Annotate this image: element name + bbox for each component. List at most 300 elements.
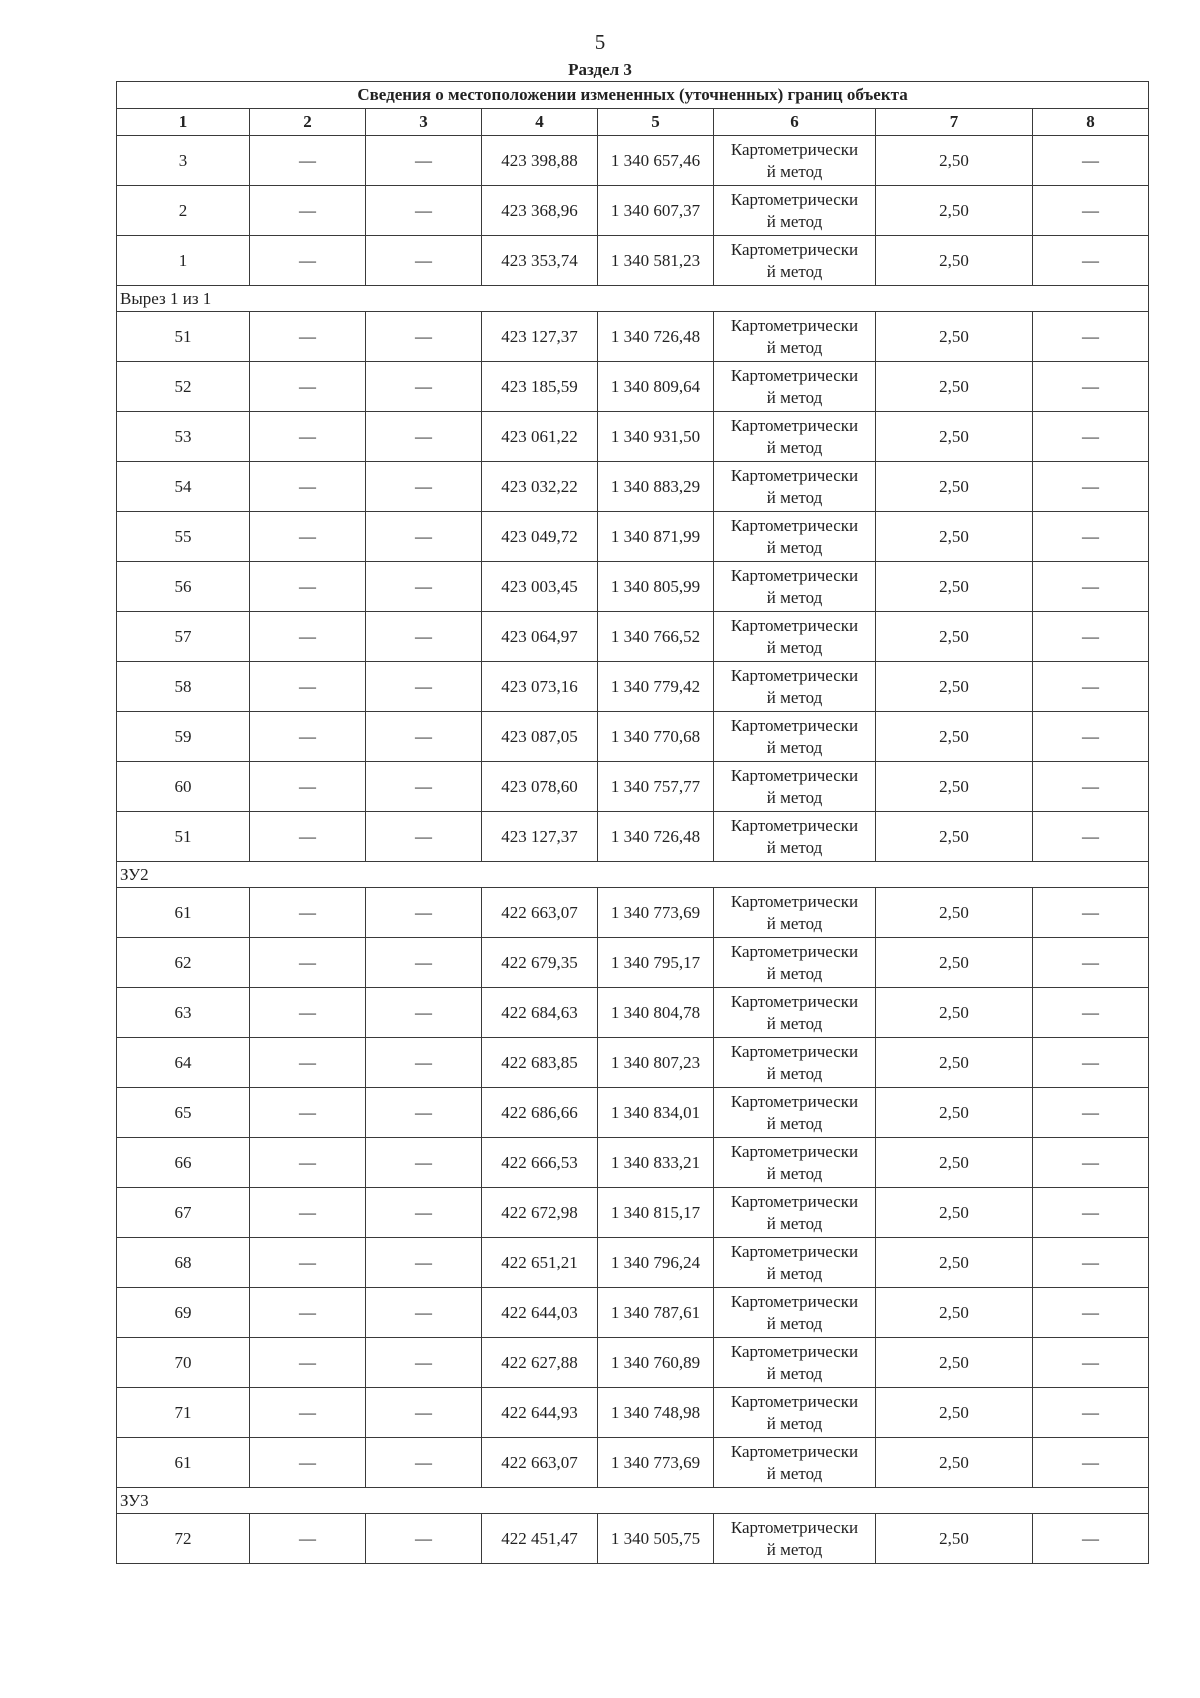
point-number-cell: 52 <box>117 362 250 412</box>
y-coordinate-cell: 1 340 748,98 <box>598 1388 714 1438</box>
y-coordinate-cell: 1 340 773,69 <box>598 888 714 938</box>
table-row <box>117 512 1149 562</box>
column-8-cell: — <box>1033 1338 1149 1388</box>
column-3-cell: — <box>366 1388 482 1438</box>
table-row <box>117 612 1149 662</box>
method-text-line: й метод <box>766 637 823 657</box>
x-coordinate-cell: 423 032,22 <box>482 462 598 512</box>
method-cell <box>714 312 876 362</box>
method-cell <box>714 362 876 412</box>
column-3-cell: — <box>366 462 482 512</box>
point-number-cell: 60 <box>117 762 250 812</box>
column-header-8: 8 <box>1033 109 1149 136</box>
x-coordinate-cell: 422 686,66 <box>482 1088 598 1138</box>
column-2-cell: — <box>250 562 366 612</box>
point-number-cell: 58 <box>117 662 250 712</box>
column-3-cell: — <box>366 1088 482 1138</box>
method-text-line: й метод <box>766 587 823 607</box>
point-number-cell: 51 <box>117 812 250 862</box>
table-caption: Сведения о местоположении измененных (уточненных) границ объекта <box>117 82 1149 109</box>
accuracy-cell: 2,50 <box>876 612 1033 662</box>
method-cell <box>714 662 876 712</box>
column-header-3: 3 <box>366 109 482 136</box>
method-cell <box>714 1188 876 1238</box>
table-row <box>117 988 1149 1038</box>
x-coordinate-cell: 422 683,85 <box>482 1038 598 1088</box>
group-label: Вырез 1 из 1 <box>117 286 1149 312</box>
accuracy-cell: 2,50 <box>876 1138 1033 1188</box>
x-coordinate-cell: 423 185,59 <box>482 362 598 412</box>
table-row <box>117 1388 1149 1438</box>
column-3-cell: — <box>366 1188 482 1238</box>
accuracy-cell: 2,50 <box>876 562 1033 612</box>
column-2-cell: — <box>250 988 366 1038</box>
point-number-cell: 61 <box>117 1438 250 1488</box>
column-3-cell: — <box>366 938 482 988</box>
y-coordinate-cell: 1 340 795,17 <box>598 938 714 988</box>
method-text-line: й метод <box>766 1539 823 1559</box>
y-coordinate-cell: 1 340 834,01 <box>598 1088 714 1138</box>
column-8-cell: — <box>1033 612 1149 662</box>
accuracy-cell: 2,50 <box>876 812 1033 862</box>
y-coordinate-cell: 1 340 796,24 <box>598 1238 714 1288</box>
column-2-cell: — <box>250 1338 366 1388</box>
group-label: ЗУ3 <box>117 1488 1149 1514</box>
y-coordinate-cell: 1 340 883,29 <box>598 462 714 512</box>
point-number-cell: 2 <box>117 186 250 236</box>
method-text-line: Картометрически <box>730 315 859 335</box>
method-cell <box>714 712 876 762</box>
point-number-cell: 71 <box>117 1388 250 1438</box>
point-number-cell: 64 <box>117 1038 250 1088</box>
method-text-line: й метод <box>766 211 823 231</box>
point-number-cell: 72 <box>117 1514 250 1564</box>
y-coordinate-cell: 1 340 809,64 <box>598 362 714 412</box>
method-text-line: Картометрически <box>730 1517 859 1537</box>
point-number-cell: 57 <box>117 612 250 662</box>
y-coordinate-cell: 1 340 505,75 <box>598 1514 714 1564</box>
y-coordinate-cell: 1 340 657,46 <box>598 136 714 186</box>
column-8-cell: — <box>1033 1088 1149 1138</box>
column-8-cell: — <box>1033 1138 1149 1188</box>
method-cell <box>714 562 876 612</box>
table-row <box>117 362 1149 412</box>
column-2-cell: — <box>250 412 366 462</box>
column-2-cell: — <box>250 312 366 362</box>
column-2-cell: — <box>250 812 366 862</box>
point-number-cell: 51 <box>117 312 250 362</box>
method-text-line: Картометрически <box>730 365 859 385</box>
method-cell <box>714 762 876 812</box>
accuracy-cell: 2,50 <box>876 1238 1033 1288</box>
accuracy-cell: 2,50 <box>876 1438 1033 1488</box>
column-3-cell: — <box>366 762 482 812</box>
column-header-2: 2 <box>250 109 366 136</box>
method-text-line: Картометрически <box>730 715 859 735</box>
column-2-cell: — <box>250 888 366 938</box>
column-8-cell: — <box>1033 1238 1149 1288</box>
y-coordinate-cell: 1 340 931,50 <box>598 412 714 462</box>
x-coordinate-cell: 422 684,63 <box>482 988 598 1038</box>
method-text-line: Картометрически <box>730 941 859 961</box>
x-coordinate-cell: 423 049,72 <box>482 512 598 562</box>
table-caption-row <box>117 82 1149 109</box>
point-number-cell: 1 <box>117 236 250 286</box>
point-number-cell: 54 <box>117 462 250 512</box>
column-header-5: 5 <box>598 109 714 136</box>
column-2-cell: — <box>250 1514 366 1564</box>
accuracy-cell: 2,50 <box>876 1388 1033 1438</box>
method-text-line: Картометрически <box>730 1091 859 1111</box>
y-coordinate-cell: 1 340 807,23 <box>598 1038 714 1088</box>
column-header-7: 7 <box>876 109 1033 136</box>
column-8-cell: — <box>1033 186 1149 236</box>
accuracy-cell: 2,50 <box>876 988 1033 1038</box>
accuracy-cell: 2,50 <box>876 186 1033 236</box>
method-cell <box>714 1338 876 1388</box>
method-text-line: й метод <box>766 437 823 457</box>
x-coordinate-cell: 423 127,37 <box>482 812 598 862</box>
method-cell <box>714 462 876 512</box>
method-text-line: Картометрически <box>730 665 859 685</box>
method-text-line: Картометрически <box>730 239 859 259</box>
method-cell <box>714 1088 876 1138</box>
column-2-cell: — <box>250 462 366 512</box>
column-3-cell: — <box>366 1438 482 1488</box>
method-text-line: Картометрически <box>730 1441 859 1461</box>
method-text-line: Картометрически <box>730 891 859 911</box>
table-row <box>117 312 1149 362</box>
method-text-line: Картометрически <box>730 1291 859 1311</box>
column-3-cell: — <box>366 562 482 612</box>
column-header-4: 4 <box>482 109 598 136</box>
column-8-cell: — <box>1033 812 1149 862</box>
column-8-cell: — <box>1033 362 1149 412</box>
x-coordinate-cell: 422 672,98 <box>482 1188 598 1238</box>
accuracy-cell: 2,50 <box>876 362 1033 412</box>
column-3-cell: — <box>366 1138 482 1188</box>
x-coordinate-cell: 423 078,60 <box>482 762 598 812</box>
coordinates-table <box>116 81 1149 1564</box>
method-text-line: й метод <box>766 387 823 407</box>
accuracy-cell: 2,50 <box>876 462 1033 512</box>
method-cell <box>714 412 876 462</box>
column-8-cell: — <box>1033 1388 1149 1438</box>
method-text-line: Картометрически <box>730 1391 859 1411</box>
column-2-cell: — <box>250 1238 366 1288</box>
method-text-line: й метод <box>766 487 823 507</box>
table-row <box>117 236 1149 286</box>
method-text-line: й метод <box>766 1463 823 1483</box>
accuracy-cell: 2,50 <box>876 1514 1033 1564</box>
x-coordinate-cell: 423 127,37 <box>482 312 598 362</box>
point-number-cell: 65 <box>117 1088 250 1138</box>
column-header-row <box>117 109 1149 136</box>
method-text-line: Картометрически <box>730 1241 859 1261</box>
column-8-cell: — <box>1033 1514 1149 1564</box>
table-row <box>117 1288 1149 1338</box>
method-text-line: й метод <box>766 687 823 707</box>
point-number-cell: 67 <box>117 1188 250 1238</box>
column-2-cell: — <box>250 612 366 662</box>
method-text-line: Картометрически <box>730 1191 859 1211</box>
x-coordinate-cell: 422 679,35 <box>482 938 598 988</box>
point-number-cell: 63 <box>117 988 250 1038</box>
point-number-cell: 59 <box>117 712 250 762</box>
method-cell <box>714 888 876 938</box>
accuracy-cell: 2,50 <box>876 938 1033 988</box>
method-text-line: Картометрически <box>730 1141 859 1161</box>
column-8-cell: — <box>1033 1188 1149 1238</box>
table-row <box>117 1088 1149 1138</box>
x-coordinate-cell: 423 368,96 <box>482 186 598 236</box>
method-text-line: Картометрически <box>730 765 859 785</box>
y-coordinate-cell: 1 340 726,48 <box>598 312 714 362</box>
accuracy-cell: 2,50 <box>876 312 1033 362</box>
column-2-cell: — <box>250 1388 366 1438</box>
column-2-cell: — <box>250 938 366 988</box>
method-text-line: й метод <box>766 1113 823 1133</box>
column-2-cell: — <box>250 236 366 286</box>
accuracy-cell: 2,50 <box>876 512 1033 562</box>
column-header-6: 6 <box>714 109 876 136</box>
column-8-cell: — <box>1033 662 1149 712</box>
point-number-cell: 56 <box>117 562 250 612</box>
method-text-line: Картометрически <box>730 615 859 635</box>
column-8-cell: — <box>1033 312 1149 362</box>
x-coordinate-cell: 423 064,97 <box>482 612 598 662</box>
column-2-cell: — <box>250 136 366 186</box>
column-8-cell: — <box>1033 462 1149 512</box>
y-coordinate-cell: 1 340 760,89 <box>598 1338 714 1388</box>
column-3-cell: — <box>366 1288 482 1338</box>
method-text-line: Картометрически <box>730 139 859 159</box>
y-coordinate-cell: 1 340 757,77 <box>598 762 714 812</box>
y-coordinate-cell: 1 340 871,99 <box>598 512 714 562</box>
method-cell <box>714 236 876 286</box>
table-row <box>117 938 1149 988</box>
table-row <box>117 888 1149 938</box>
table-row <box>117 762 1149 812</box>
column-2-cell: — <box>250 362 366 412</box>
x-coordinate-cell: 423 087,05 <box>482 712 598 762</box>
column-header-1: 1 <box>117 109 250 136</box>
y-coordinate-cell: 1 340 787,61 <box>598 1288 714 1338</box>
group-label: ЗУ2 <box>117 862 1149 888</box>
method-text-line: й метод <box>766 337 823 357</box>
column-2-cell: — <box>250 186 366 236</box>
method-cell <box>714 186 876 236</box>
method-text-line: Картометрически <box>730 991 859 1011</box>
method-cell <box>714 1138 876 1188</box>
column-3-cell: — <box>366 988 482 1038</box>
method-text-line: й метод <box>766 537 823 557</box>
accuracy-cell: 2,50 <box>876 1288 1033 1338</box>
column-8-cell: — <box>1033 938 1149 988</box>
accuracy-cell: 2,50 <box>876 236 1033 286</box>
column-8-cell: — <box>1033 712 1149 762</box>
y-coordinate-cell: 1 340 726,48 <box>598 812 714 862</box>
point-number-cell: 70 <box>117 1338 250 1388</box>
y-coordinate-cell: 1 340 779,42 <box>598 662 714 712</box>
method-text-line: й метод <box>766 913 823 933</box>
page-number: 5 <box>594 30 606 54</box>
x-coordinate-cell: 422 663,07 <box>482 1438 598 1488</box>
method-cell <box>714 1438 876 1488</box>
method-text-line: й метод <box>766 963 823 983</box>
x-coordinate-cell: 423 398,88 <box>482 136 598 186</box>
column-8-cell: — <box>1033 236 1149 286</box>
point-number-cell: 69 <box>117 1288 250 1338</box>
point-number-cell: 53 <box>117 412 250 462</box>
column-2-cell: — <box>250 712 366 762</box>
method-cell <box>714 988 876 1038</box>
accuracy-cell: 2,50 <box>876 136 1033 186</box>
accuracy-cell: 2,50 <box>876 1038 1033 1088</box>
y-coordinate-cell: 1 340 607,37 <box>598 186 714 236</box>
method-text-line: й метод <box>766 1263 823 1283</box>
method-text-line: й метод <box>766 1063 823 1083</box>
method-text-line: Картометрически <box>730 415 859 435</box>
point-number-cell: 66 <box>117 1138 250 1188</box>
y-coordinate-cell: 1 340 773,69 <box>598 1438 714 1488</box>
y-coordinate-cell: 1 340 581,23 <box>598 236 714 286</box>
column-3-cell: — <box>366 812 482 862</box>
method-cell <box>714 812 876 862</box>
method-cell <box>714 1238 876 1288</box>
accuracy-cell: 2,50 <box>876 762 1033 812</box>
method-cell <box>714 1288 876 1338</box>
column-2-cell: — <box>250 1138 366 1188</box>
accuracy-cell: 2,50 <box>876 1338 1033 1388</box>
column-8-cell: — <box>1033 988 1149 1038</box>
method-text-line: й метод <box>766 161 823 181</box>
table-row <box>117 562 1149 612</box>
column-2-cell: — <box>250 762 366 812</box>
method-text-line: й метод <box>766 787 823 807</box>
table-row <box>117 1138 1149 1188</box>
method-cell <box>714 136 876 186</box>
accuracy-cell: 2,50 <box>876 1088 1033 1138</box>
x-coordinate-cell: 422 663,07 <box>482 888 598 938</box>
y-coordinate-cell: 1 340 804,78 <box>598 988 714 1038</box>
column-8-cell: — <box>1033 888 1149 938</box>
column-3-cell: — <box>366 612 482 662</box>
y-coordinate-cell: 1 340 805,99 <box>598 562 714 612</box>
column-8-cell: — <box>1033 1438 1149 1488</box>
column-8-cell: — <box>1033 1038 1149 1088</box>
method-text-line: Картометрически <box>730 815 859 835</box>
column-2-cell: — <box>250 1088 366 1138</box>
point-number-cell: 61 <box>117 888 250 938</box>
column-8-cell: — <box>1033 1288 1149 1338</box>
table-row <box>117 1188 1149 1238</box>
method-text-line: Картометрически <box>730 1341 859 1361</box>
column-3-cell: — <box>366 312 482 362</box>
table-row <box>117 1338 1149 1388</box>
column-8-cell: — <box>1033 512 1149 562</box>
column-3-cell: — <box>366 1038 482 1088</box>
method-text-line: й метод <box>766 261 823 281</box>
method-text-line: Картометрически <box>730 515 859 535</box>
x-coordinate-cell: 422 627,88 <box>482 1338 598 1388</box>
table-row <box>117 1038 1149 1088</box>
table-row <box>117 712 1149 762</box>
column-2-cell: — <box>250 512 366 562</box>
column-8-cell: — <box>1033 562 1149 612</box>
column-2-cell: — <box>250 1288 366 1338</box>
group-header-row <box>117 1488 1149 1514</box>
table-row <box>117 136 1149 186</box>
table-row <box>117 1514 1149 1564</box>
method-cell <box>714 1038 876 1088</box>
column-3-cell: — <box>366 662 482 712</box>
table-row <box>117 412 1149 462</box>
method-cell <box>714 1514 876 1564</box>
column-3-cell: — <box>366 186 482 236</box>
method-text-line: й метод <box>766 1413 823 1433</box>
column-3-cell: — <box>366 1338 482 1388</box>
x-coordinate-cell: 422 451,47 <box>482 1514 598 1564</box>
column-8-cell: — <box>1033 412 1149 462</box>
method-text-line: Картометрически <box>730 1041 859 1061</box>
method-text-line: й метод <box>766 1013 823 1033</box>
column-3-cell: — <box>366 136 482 186</box>
column-3-cell: — <box>366 362 482 412</box>
column-2-cell: — <box>250 662 366 712</box>
accuracy-cell: 2,50 <box>876 712 1033 762</box>
method-text-line: й метод <box>766 837 823 857</box>
group-header-row <box>117 862 1149 888</box>
column-3-cell: — <box>366 1238 482 1288</box>
group-header-row <box>117 286 1149 312</box>
method-text-line: Картометрически <box>730 465 859 485</box>
accuracy-cell: 2,50 <box>876 1188 1033 1238</box>
method-text-line: й метод <box>766 1363 823 1383</box>
y-coordinate-cell: 1 340 770,68 <box>598 712 714 762</box>
y-coordinate-cell: 1 340 766,52 <box>598 612 714 662</box>
point-number-cell: 3 <box>117 136 250 186</box>
x-coordinate-cell: 422 651,21 <box>482 1238 598 1288</box>
column-8-cell: — <box>1033 762 1149 812</box>
method-text-line: Картометрически <box>730 189 859 209</box>
x-coordinate-cell: 423 353,74 <box>482 236 598 286</box>
column-2-cell: — <box>250 1038 366 1088</box>
method-text-line: Картометрически <box>730 565 859 585</box>
column-2-cell: — <box>250 1438 366 1488</box>
column-8-cell: — <box>1033 136 1149 186</box>
method-text-line: й метод <box>766 1163 823 1183</box>
method-text-line: й метод <box>766 1313 823 1333</box>
column-3-cell: — <box>366 712 482 762</box>
column-3-cell: — <box>366 888 482 938</box>
table-row <box>117 186 1149 236</box>
table-row <box>117 662 1149 712</box>
x-coordinate-cell: 423 003,45 <box>482 562 598 612</box>
method-text-line: й метод <box>766 1213 823 1233</box>
column-3-cell: — <box>366 1514 482 1564</box>
column-3-cell: — <box>366 412 482 462</box>
section-title: Раздел 3 <box>568 60 632 79</box>
y-coordinate-cell: 1 340 815,17 <box>598 1188 714 1238</box>
x-coordinate-cell: 422 644,93 <box>482 1388 598 1438</box>
method-cell <box>714 612 876 662</box>
method-cell <box>714 938 876 988</box>
y-coordinate-cell: 1 340 833,21 <box>598 1138 714 1188</box>
accuracy-cell: 2,50 <box>876 888 1033 938</box>
x-coordinate-cell: 422 666,53 <box>482 1138 598 1188</box>
table-row <box>117 1238 1149 1288</box>
